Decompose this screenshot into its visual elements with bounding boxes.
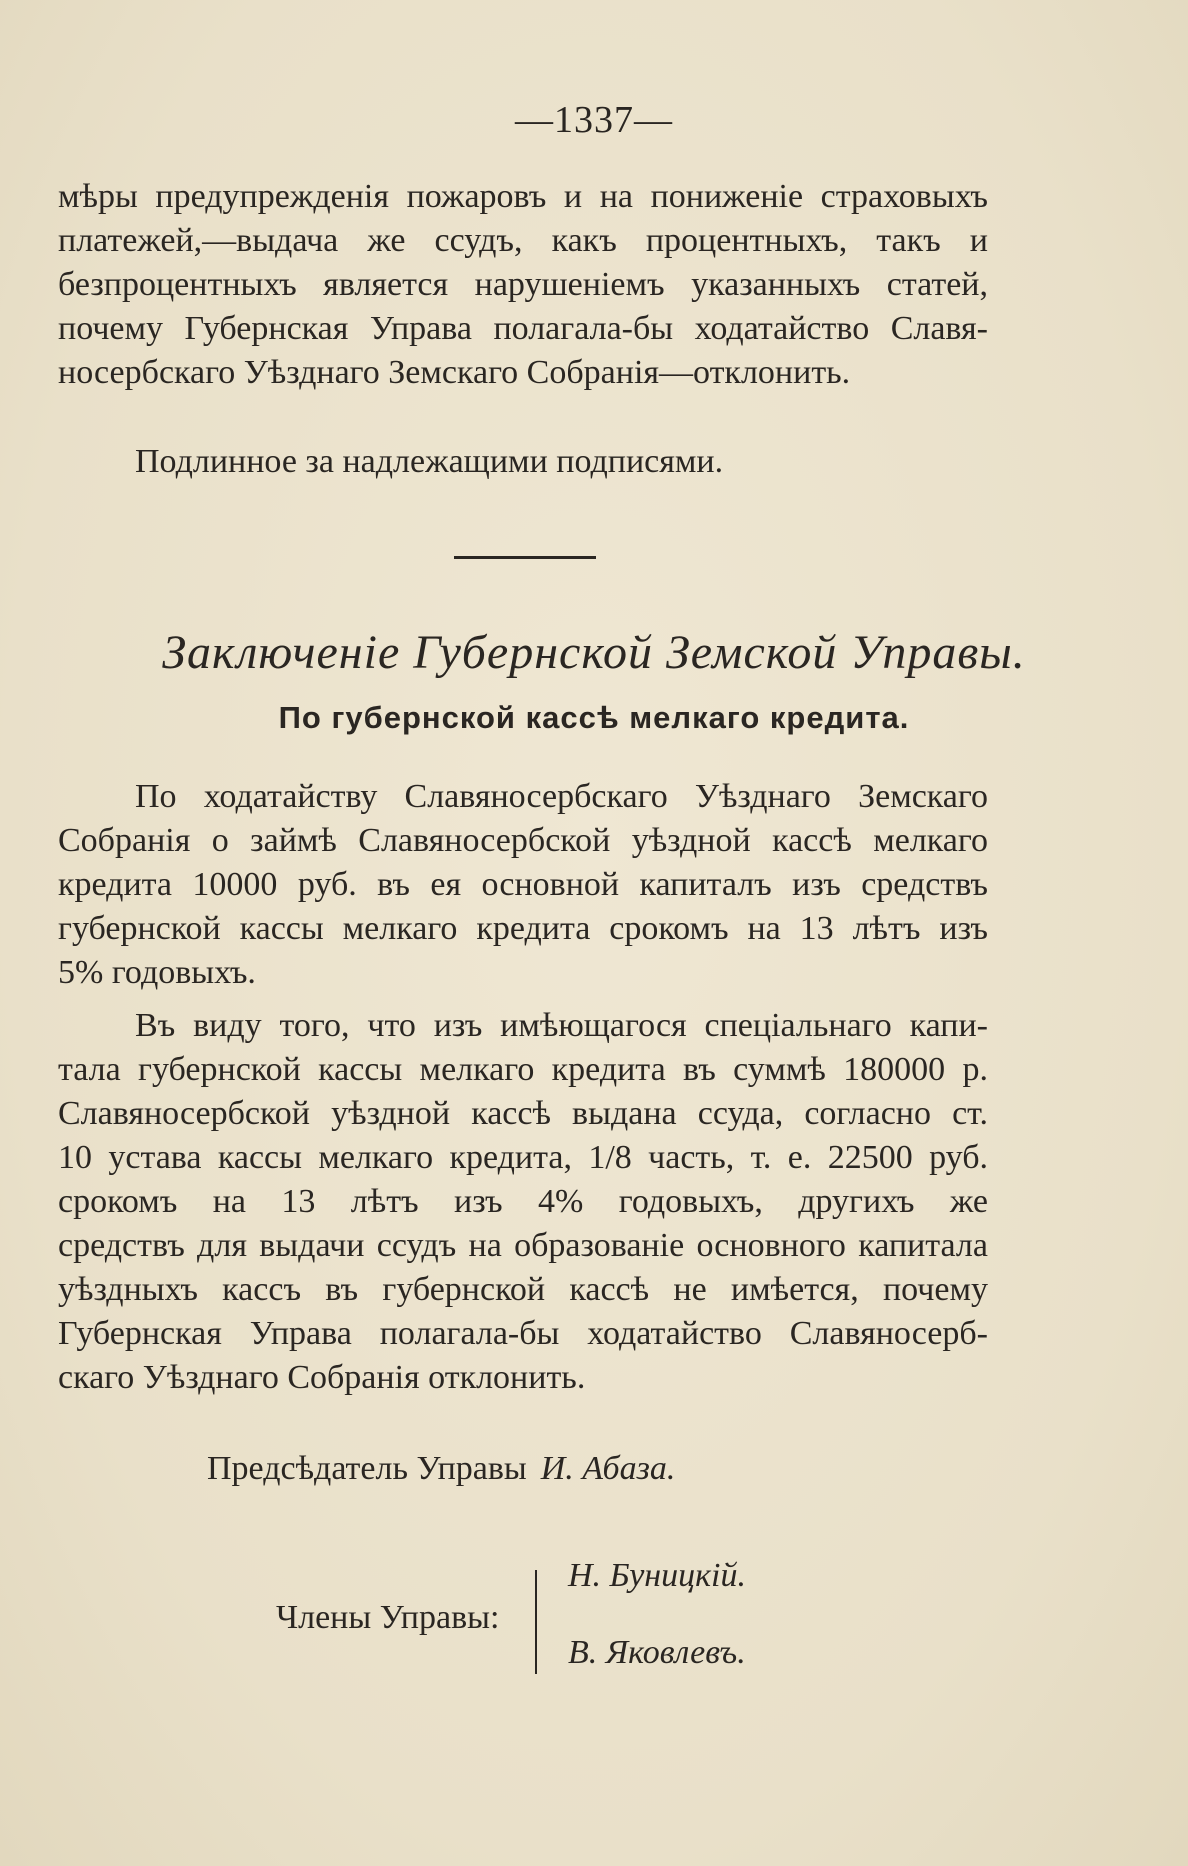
members-label: Члены Управы: — [276, 1599, 500, 1636]
text-line: платежей,—выдача же ссудъ, какъ процентныхъ, такъ и — [58, 222, 988, 259]
text-line: тала губернской кассы мелкаго кредита въ суммѣ 180000 р. — [58, 1051, 988, 1088]
text-line: Славяносербской уѣздной кассѣ выдана ссуда, согласно ст. — [58, 1095, 988, 1132]
chairman-label: Предсѣдатель Управы — [207, 1450, 527, 1487]
text-line: средствъ для выдачи ссудъ на образованіе основного капитала — [58, 1227, 988, 1264]
text-line: мѣры предупрежденія пожаровъ и на пониженіе страховыхъ — [58, 178, 988, 215]
text-line: Въ виду того, что изъ имѣющагося спеціальнаго капи- — [135, 1007, 988, 1044]
text-line: 10 устава кассы мелкаго кредита, 1/8 часть, т. е. 22500 руб. — [58, 1139, 988, 1176]
section-subtitle: По губернской кассѣ мелкаго кредита. — [278, 700, 910, 735]
text-line: Собранія о займѣ Славяносербской уѣздной кассѣ мелкаго — [58, 822, 988, 859]
text-line: кредита 10000 руб. въ ея основной капиталъ изъ средствъ — [58, 866, 988, 903]
text-line: Губернская Управа полагала-бы ходатайство Славяносерб- — [58, 1315, 988, 1352]
paragraph-2 — [58, 1004, 988, 1400]
text-line: 5% годовыхъ. — [58, 954, 256, 991]
member-name: Н. Буницкій. — [568, 1557, 747, 1594]
paragraph-1 — [58, 775, 988, 995]
section-divider — [454, 556, 596, 559]
member-name: В. Яковлевъ. — [568, 1634, 746, 1671]
chairman-signature — [207, 1450, 675, 1488]
authenticity-note: Подлинное за надлежащими подписями. — [135, 443, 724, 480]
members-brace — [535, 1570, 549, 1674]
continuation-paragraph — [58, 175, 988, 395]
text-line: губернской кассы мелкаго кредита срокомъ на 13 лѣтъ изъ — [58, 910, 988, 947]
text-line: уѣздныхъ кассъ въ губернской кассѣ не имѣется, почему — [58, 1271, 988, 1308]
text-line: носербскаго Уѣзднаго Земскаго Собранія—отклонить. — [58, 354, 851, 391]
text-line: По ходатайству Славяносербскаго Уѣзднаго Земскаго — [135, 778, 988, 815]
text-line: скаго Уѣзднаго Собранія отклонить. — [58, 1359, 586, 1396]
section-title: Заключеніе Губернской Земской Управы. — [162, 626, 1026, 679]
text-line: срокомъ на 13 лѣтъ изъ 4% годовыхъ, другихъ же — [58, 1183, 988, 1220]
authenticity-note-paragraph — [58, 440, 988, 484]
text-line: почему Губернская Управа полагала-бы ходатайство Славя- — [58, 310, 988, 347]
chairman-name: И. Абаза. — [540, 1450, 676, 1487]
text-line: безпроцентныхъ является нарушеніемъ указанныхъ статей, — [58, 266, 988, 303]
page-number: —1337— — [515, 99, 673, 141]
